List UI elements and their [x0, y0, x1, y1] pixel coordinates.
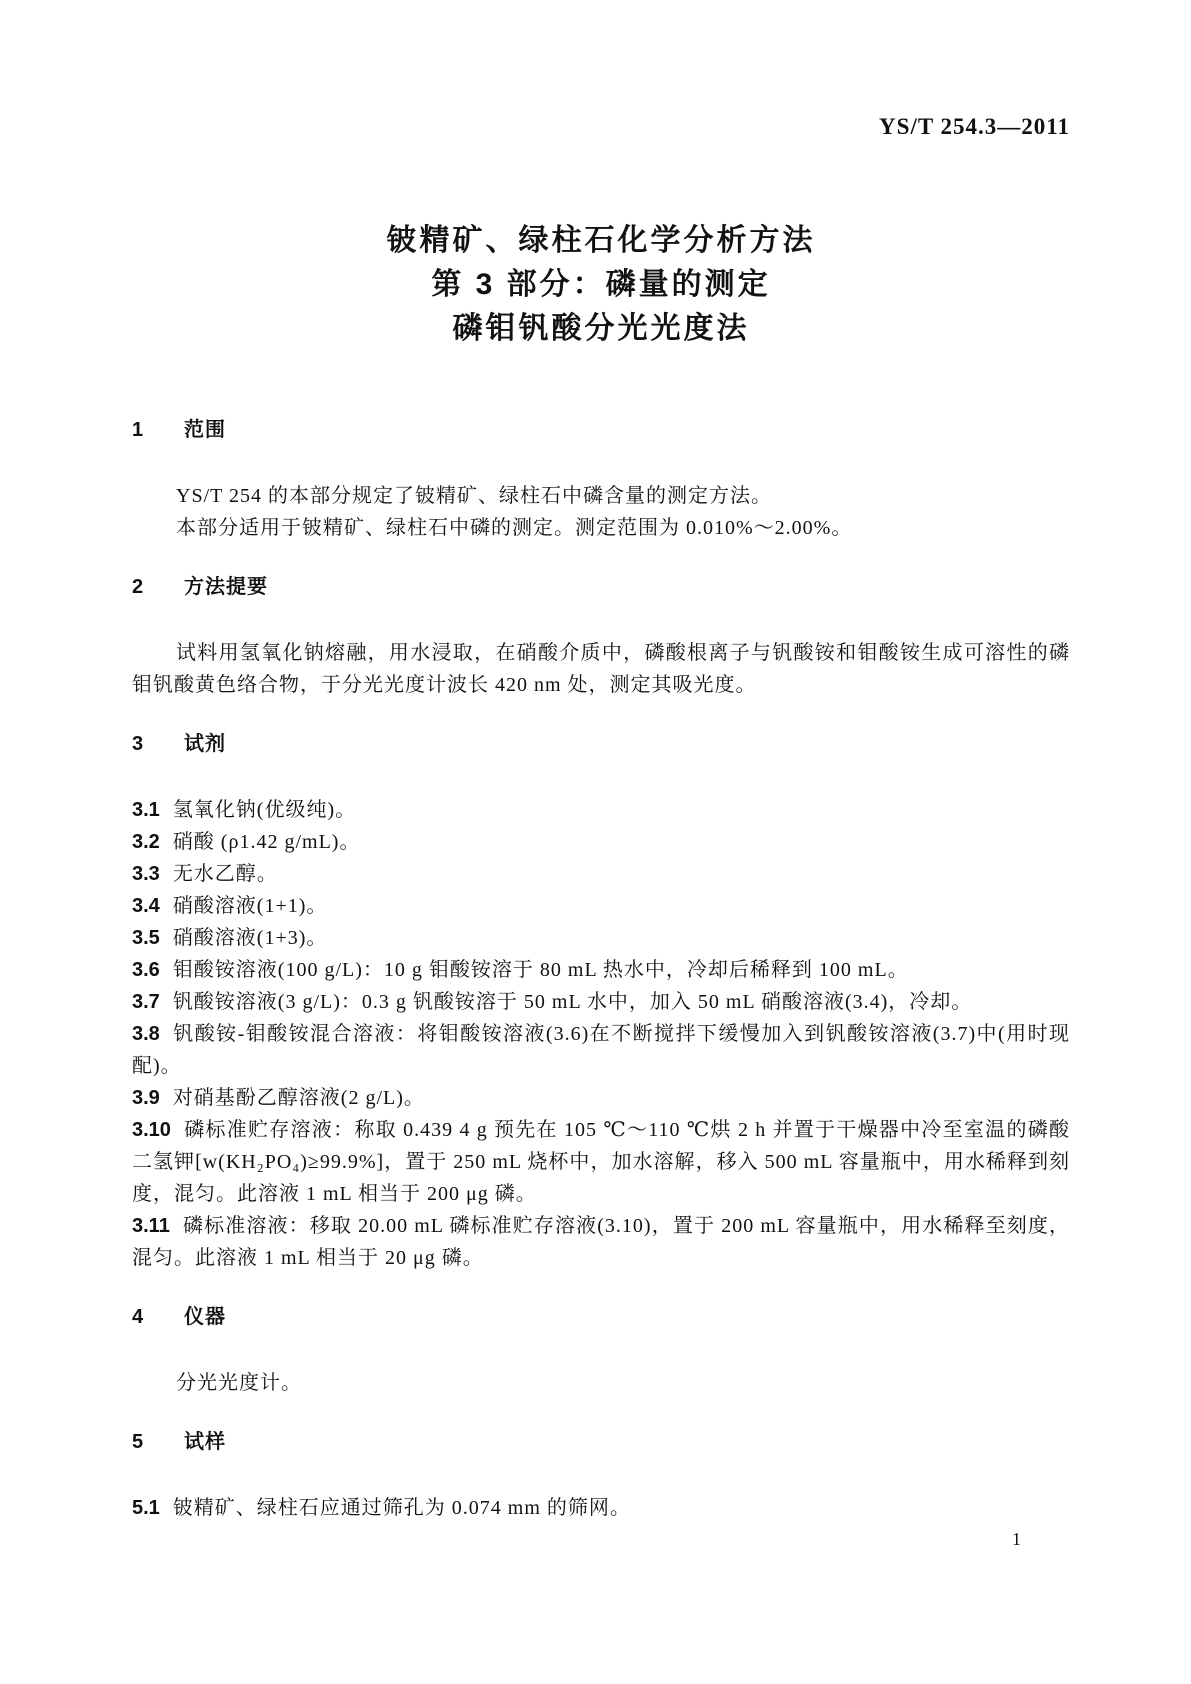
- paragraph: 本部分适用于铍精矿、绿柱石中磷的测定。测定范围为 0.010%～2.00%。: [176, 517, 853, 539]
- clause-number: 3.3: [132, 863, 160, 885]
- clause-text: 磷标准溶液：移取 20.00 mL 磷标准贮存溶液(3.10)，置于 200 mL 容量瓶中，用水稀释至刻度，混匀。此溶液 1 mL 相当于 20 μg 磷。: [132, 1215, 1070, 1269]
- clause-number: 3.5: [132, 927, 160, 949]
- section-reagents: [132, 731, 1070, 1274]
- clause-number: 5.1: [132, 1497, 160, 1519]
- clause-text: 硝酸溶液(1+1)。: [172, 895, 328, 917]
- section-method-summary: [132, 574, 1070, 701]
- clause-text: 硝酸 (ρ1.42 g/mL)。: [172, 831, 361, 853]
- clause-number: 3.1: [132, 799, 160, 821]
- section-sample: [132, 1429, 1070, 1524]
- paragraph: 分光光度计。: [176, 1372, 302, 1394]
- clause-text: 无水乙醇。: [172, 863, 278, 885]
- page-number: 1: [1012, 1529, 1021, 1549]
- title-line-3: 磷钼钒酸分光光度法: [452, 312, 750, 345]
- section-heading-scope: [132, 417, 1070, 444]
- paragraph: 试料用氢氧化钠熔融，用水浸取，在硝酸介质中，磷酸根离子与钒酸铵和钼酸铵生成可溶性的磷钼钒酸黄色络合物，于分光光度计波长 420 nm 处，测定其吸光度。: [132, 642, 1070, 696]
- clause-number: 3.2: [132, 831, 160, 853]
- clause-5-1: [132, 1492, 1070, 1524]
- clause-3-5: [132, 922, 1070, 954]
- clause-text: 钼酸铵溶液(100 g/L)：10 g 钼酸铵溶于 80 mL 热水中，冷却后稀释到 100 mL。: [172, 959, 909, 981]
- clause-3-7: [132, 986, 1070, 1018]
- clause-3-4: [132, 890, 1070, 922]
- clause-text: 氢氧化钠(优级纯)。: [172, 799, 357, 821]
- clause-number: 3.11: [132, 1215, 170, 1237]
- clause-text: 对硝基酚乙醇溶液(2 g/L)。: [172, 1087, 425, 1109]
- clause-3-6: [132, 954, 1070, 986]
- clause-3-10: [132, 1114, 1070, 1210]
- section-scope: [132, 417, 1070, 544]
- clause-number: 3.8: [132, 1023, 160, 1045]
- clause-number: 3.10: [132, 1119, 171, 1141]
- section-title: 试样: [184, 1431, 226, 1453]
- section-title: 范围: [184, 419, 226, 441]
- title-line-1: 铍精矿、绿柱石化学分析方法: [386, 224, 816, 257]
- section-number: 1: [132, 419, 144, 441]
- clause-number: 3.4: [132, 895, 160, 917]
- section-title: 方法提要: [184, 576, 268, 598]
- document-title: [132, 219, 1070, 351]
- section-heading-apparatus: [132, 1304, 1070, 1331]
- section-heading-reagents: [132, 731, 1070, 758]
- section-number: 5: [132, 1431, 144, 1453]
- page-content: [132, 112, 1070, 1524]
- clause-3-11: [132, 1210, 1070, 1274]
- section-number: 4: [132, 1306, 144, 1328]
- paragraph: YS/T 254 的本部分规定了铍精矿、绿柱石中磷含量的测定方法。: [176, 485, 772, 507]
- section-number: 2: [132, 576, 144, 598]
- clause-3-2: [132, 826, 1070, 858]
- section-title: 试剂: [184, 733, 226, 755]
- section-heading-method-summary: [132, 574, 1070, 601]
- clause-3-3: [132, 858, 1070, 890]
- clause-number: 3.6: [132, 959, 160, 981]
- section-title: 仪器: [184, 1306, 226, 1328]
- clause-number: 3.9: [132, 1087, 160, 1109]
- clause-number: 3.7: [132, 991, 160, 1013]
- section-heading-sample: [132, 1429, 1070, 1456]
- clause-text: 钒酸铵-钼酸铵混合溶液：将钼酸铵溶液(3.6)在不断搅拌下缓慢加入到钒酸铵溶液(3.7)中(用时现配)。: [132, 1023, 1070, 1077]
- clause-3-1: [132, 794, 1070, 826]
- clause-3-9: [132, 1082, 1070, 1114]
- clause-text: 钒酸铵溶液(3 g/L)：0.3 g 钒酸铵溶于 50 mL 水中，加入 50 mL 硝酸溶液(3.4)，冷却。: [172, 991, 973, 1013]
- standard-number-header: YS/T 254.3—2011: [879, 114, 1070, 139]
- clause-text: 磷标准贮存溶液：称取 0.439 4 g 预先在 105 ℃～110 ℃烘 2 h 并置于干燥器中冷至室温的磷酸二氢钾[w(KH₂PO₄)≥99.9%]，置于 250 mL 烧杯中，加水溶解，移入 500 mL 容量瓶中，用水稀释到刻度，混匀。此溶液 1 mL 相当于 200 μg 磷。: [132, 1119, 1070, 1205]
- clause-text: 铍精矿、绿柱石应通过筛孔为 0.074 mm 的筛网。: [172, 1497, 631, 1519]
- clause-text: 硝酸溶液(1+3)。: [172, 927, 328, 949]
- title-line-2: 第 3 部分：磷量的测定: [431, 268, 771, 301]
- section-number: 3: [132, 733, 144, 755]
- section-apparatus: [132, 1304, 1070, 1399]
- clause-3-8: [132, 1018, 1070, 1082]
